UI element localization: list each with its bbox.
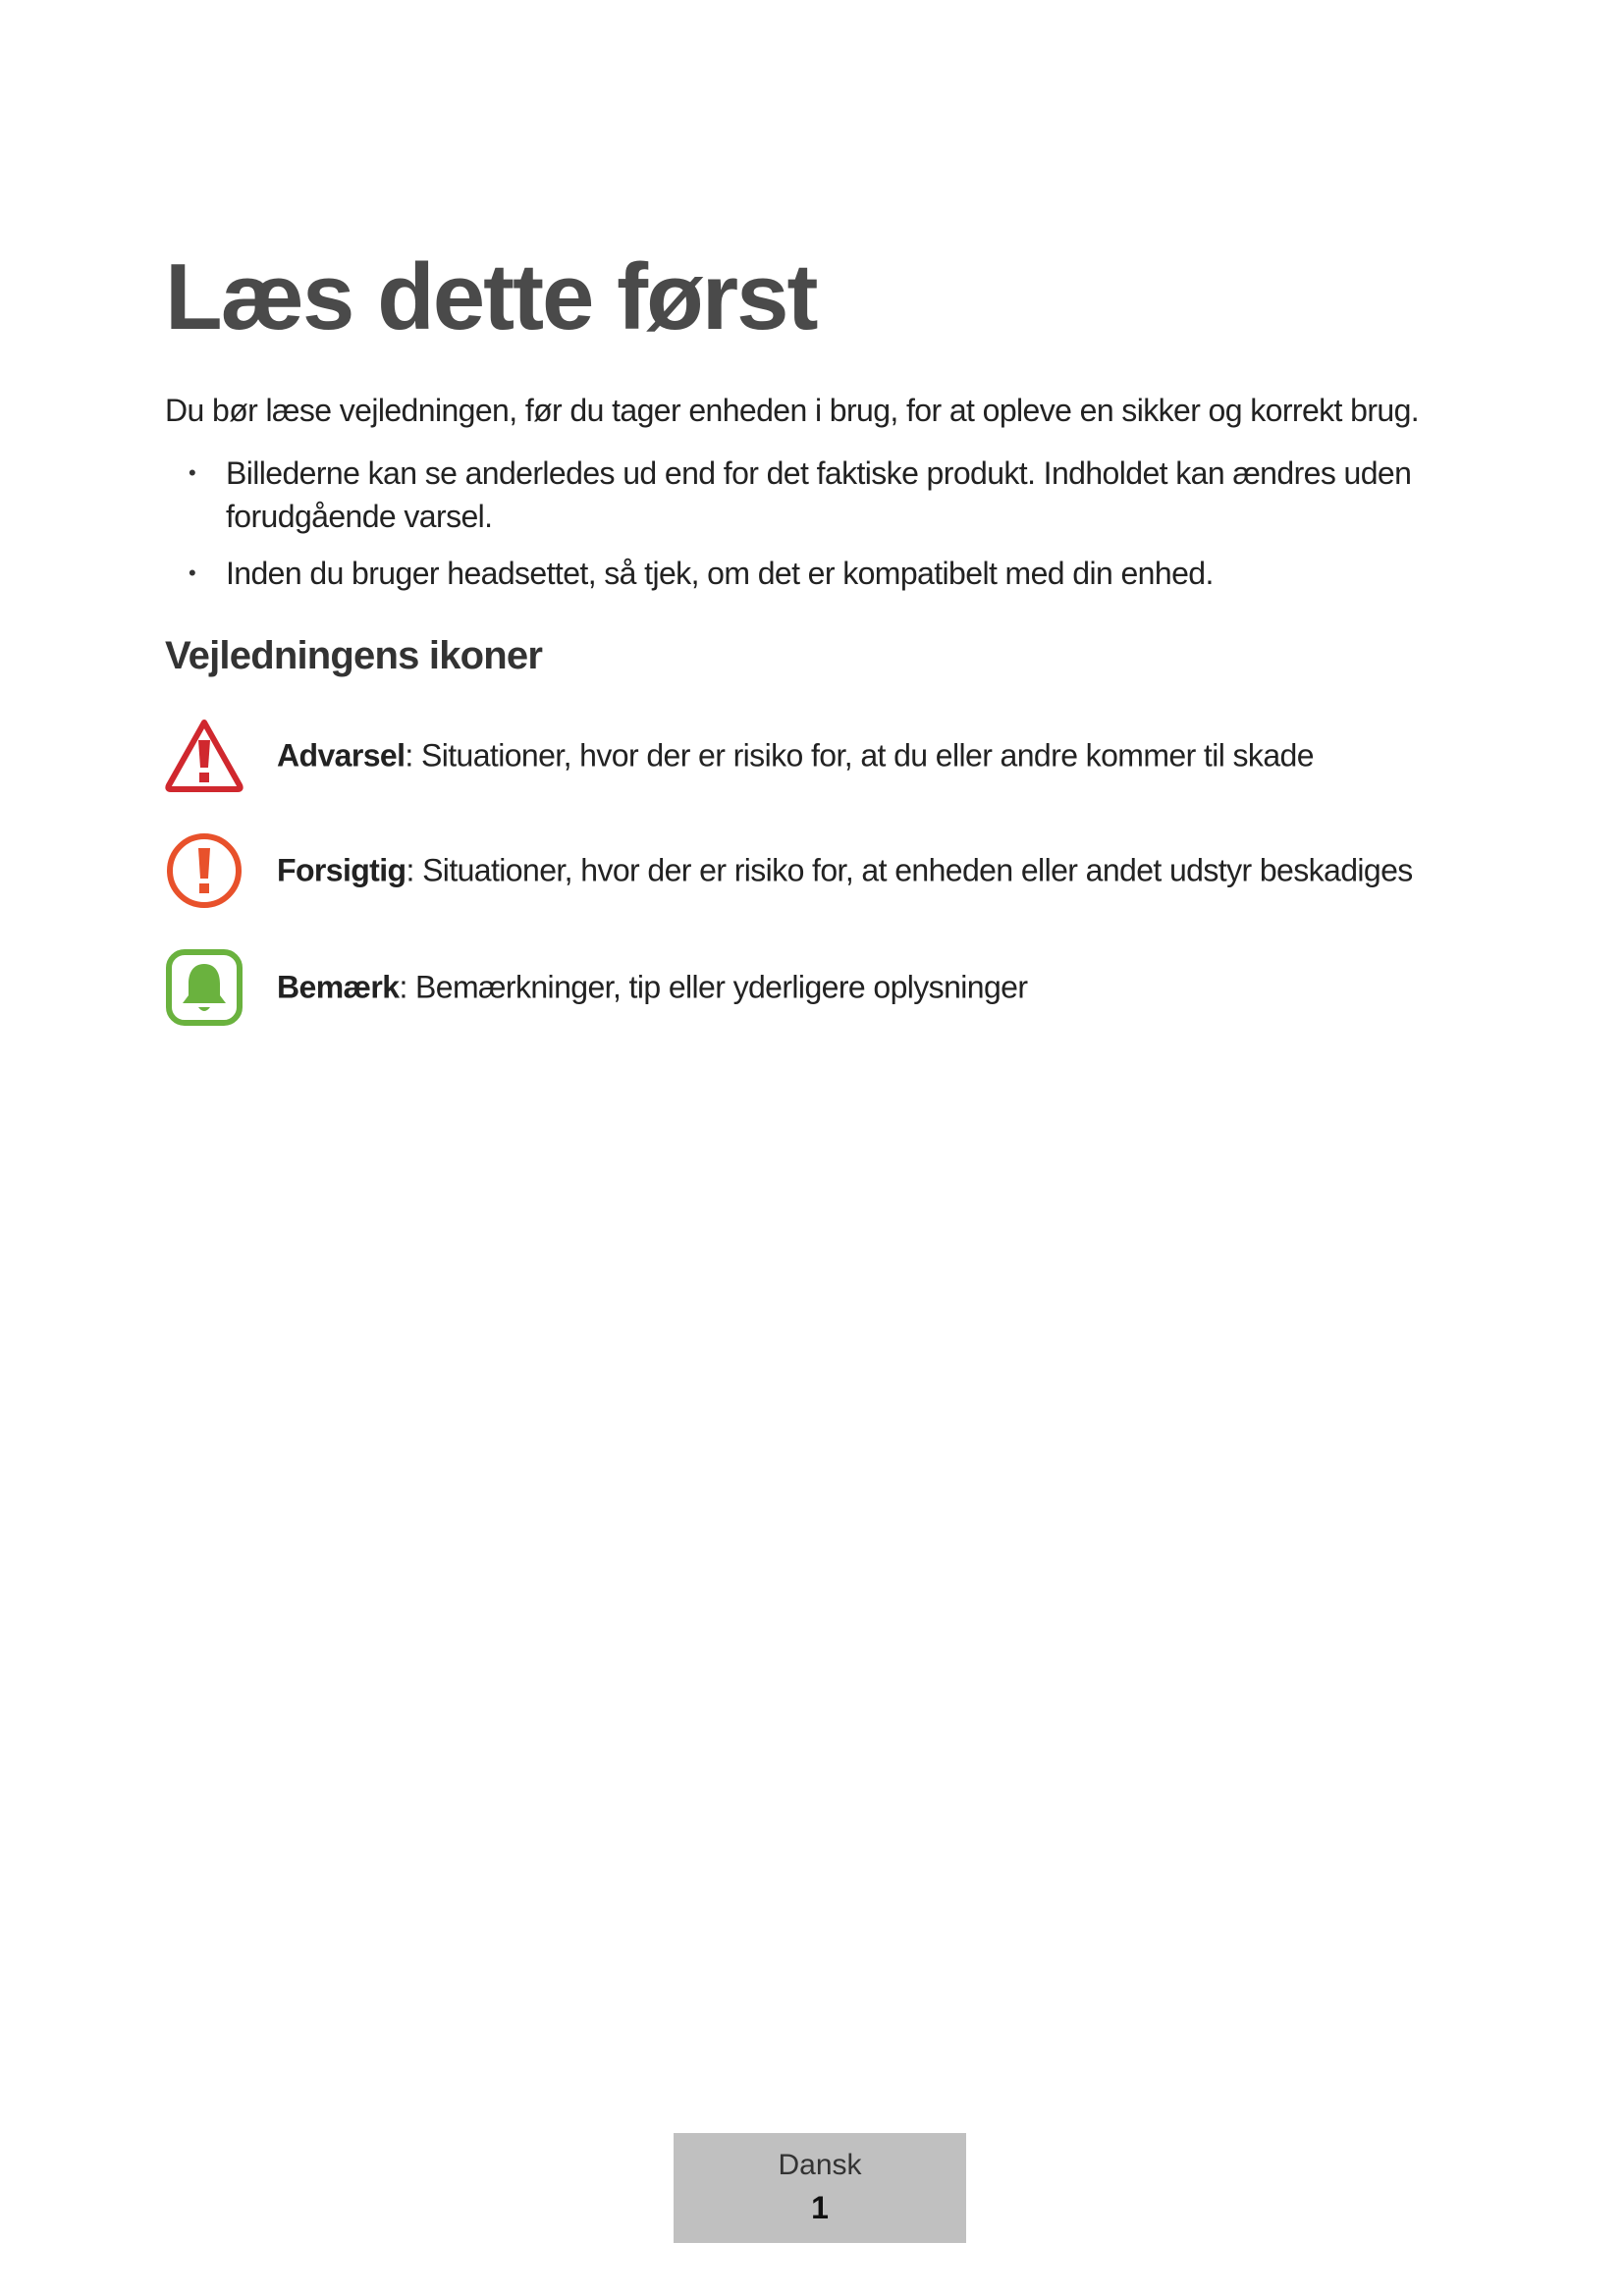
- icon-legend-row-caution: [165, 831, 1471, 910]
- note-bell-icon: [165, 948, 244, 1027]
- icon-legend-text: [277, 738, 1314, 774]
- icon-legend-description: : Bemærkninger, tip eller yderligere oplysninger: [399, 969, 1028, 1005]
- icon-legend-row-warning: [165, 717, 1471, 795]
- icon-legend-term: Bemærk: [277, 969, 400, 1005]
- icon-legend-text: [277, 970, 1027, 1006]
- icon-legend-text: [277, 853, 1413, 889]
- page-number: 1: [811, 2190, 829, 2225]
- bullet-list: [165, 452, 1471, 609]
- icon-legend-description: : Situationer, hvor der er risiko for, at enheden eller andet udstyr beskadiges: [406, 852, 1413, 888]
- section-heading: Vejledningens ikoner: [165, 634, 543, 677]
- bullet-item: [165, 552, 1471, 595]
- icon-legend-row-note: [165, 948, 1471, 1027]
- bullet-icon: •: [189, 460, 196, 485]
- icon-legend-description: : Situationer, hvor der er risiko for, at du eller andre kommer til skade: [405, 737, 1314, 774]
- bullet-text: Inden du bruger headsettet, så tjek, om det er kompatibelt med din enhed.: [226, 556, 1214, 591]
- bullet-item: [165, 452, 1471, 538]
- intro-text: Du bør læse vejledningen, før du tager enheden i brug, for at opleve en sikker og korrekt brug.: [165, 393, 1420, 428]
- bullet-text: Billederne kan se anderledes ud end for det faktiske produkt. Indholdet kan ændres uden forudgående varsel.: [226, 455, 1412, 534]
- page-footer: [674, 2133, 966, 2243]
- icon-legend-term: Forsigtig: [277, 852, 406, 888]
- warning-triangle-icon: [165, 717, 244, 795]
- caution-circle-icon: [165, 831, 244, 910]
- footer-language: Dansk: [778, 2149, 862, 2181]
- bullet-icon: •: [189, 561, 196, 585]
- icon-legend-term: Advarsel: [277, 737, 406, 774]
- page-title: Læs dette først: [165, 244, 817, 349]
